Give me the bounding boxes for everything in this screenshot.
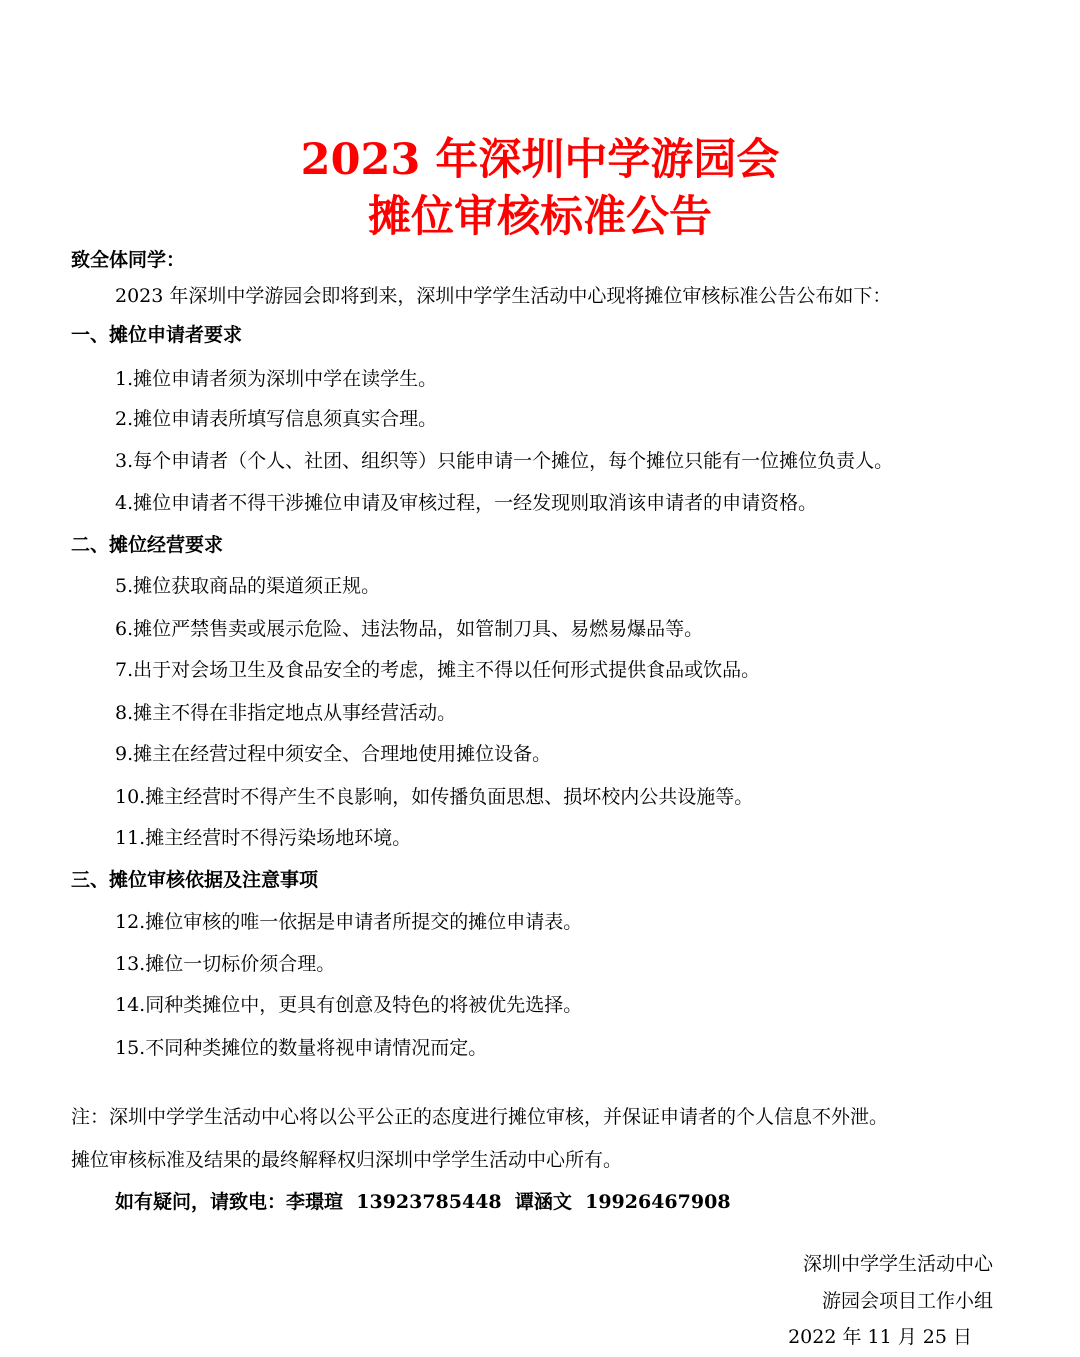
- intro-paragraph: 2023 年深圳中学游园会即将到来，深圳中学学生活动中心现将摊位审核标准公告公布如下：: [115, 285, 892, 307]
- list-item: 11.摊主经营时不得污染场地环境。: [115, 827, 412, 849]
- list-item: 10.摊主经营时不得产生不良影响，如传播负面思想、损坏校内公共设施等。: [115, 786, 754, 808]
- list-item: 1.摊位申请者须为深圳中学在读学生。: [115, 368, 438, 390]
- section-heading-2: 二、摊位经营要求: [71, 534, 224, 556]
- list-item: 8.摊主不得在非指定地点从事经营活动。: [115, 702, 457, 724]
- contact-info: 如有疑问，请致电：李璟瑄 13923785448 谭涵文 19926467908: [115, 1191, 731, 1213]
- list-item: 9.摊主在经营过程中须安全、合理地使用摊位设备。: [115, 743, 552, 765]
- list-item: 15.不同种类摊位的数量将视申请情况而定。: [115, 1037, 488, 1059]
- note-line-1: 注：深圳中学学生活动中心将以公平公正的态度进行摊位审核，并保证申请者的个人信息不外泄。: [71, 1106, 889, 1128]
- list-item: 14.同种类摊位中，更具有创意及特色的将被优先选择。: [115, 994, 583, 1016]
- title-line-1: 2023 年深圳中学游园会: [300, 135, 780, 185]
- list-item: 3.每个申请者（个人、社团、组织等）只能申请一个摊位，每个摊位只能有一位摊位负责人。: [115, 450, 894, 472]
- section-heading-1: 一、摊位申请者要求: [71, 324, 243, 346]
- list-item: 6.摊位严禁售卖或展示危险、违法物品，如管制刀具、易燃易爆品等。: [115, 618, 704, 640]
- list-item: 4.摊位申请者不得干涉摊位申请及审核过程，一经发现则取消该申请者的申请资格。: [115, 492, 818, 514]
- note-line-2: 摊位审核标准及结果的最终解释权归深圳中学学生活动中心所有。: [71, 1149, 623, 1171]
- signature-org: 深圳中学学生活动中心: [802, 1253, 993, 1275]
- list-item: 2.摊位申请表所填写信息须真实合理。: [115, 408, 438, 430]
- greeting: 致全体同学：: [71, 249, 186, 271]
- signature-group: 游园会项目工作小组: [821, 1290, 993, 1312]
- list-item: 5.摊位获取商品的渠道须正规。: [115, 575, 381, 597]
- section-heading-3: 三、摊位审核依据及注意事项: [71, 869, 319, 891]
- title-line-2: 摊位审核标准公告: [368, 192, 712, 242]
- list-item: 12.摊位审核的唯一依据是申请者所提交的摊位申请表。: [115, 911, 583, 933]
- signature-date: 2022 年 11 月 25 日: [788, 1326, 972, 1348]
- list-item: 13.摊位一切标价须合理。: [115, 953, 336, 975]
- list-item: 7.出于对会场卫生及食品安全的考虑，摊主不得以任何形式提供食品或饮品。: [115, 659, 761, 681]
